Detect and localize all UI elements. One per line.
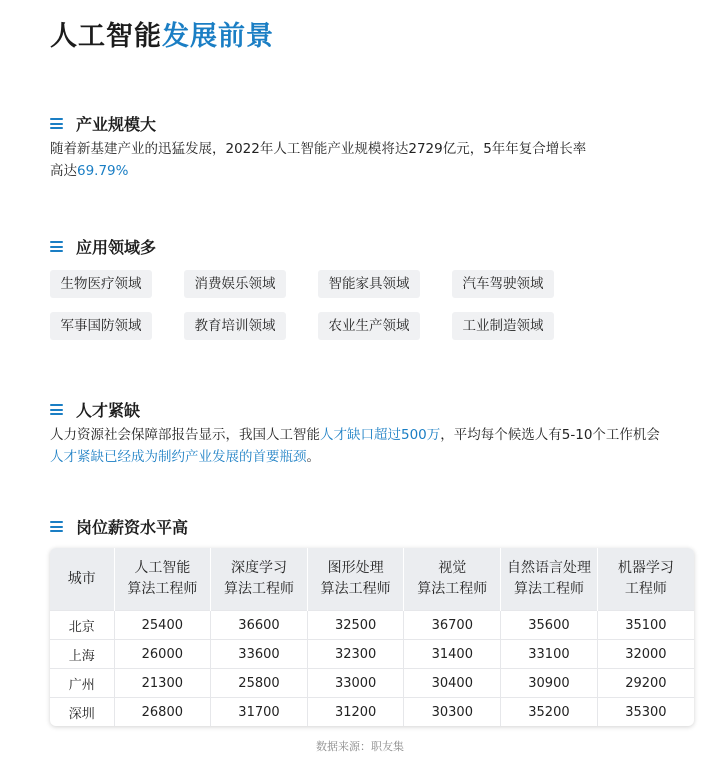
salary-cell: 33100 xyxy=(501,640,598,669)
header-cell: 城市 xyxy=(50,548,114,611)
city-cell: 北京 xyxy=(50,611,114,640)
salary-cell: 32000 xyxy=(597,640,694,669)
salary-cell: 30900 xyxy=(501,669,598,698)
talent-text-cont: ，平均每个候选人有5-10个工作机会 xyxy=(440,427,660,443)
salary-cell: 31400 xyxy=(404,640,501,669)
salary-cell: 35300 xyxy=(597,698,694,727)
salary-cell: 25800 xyxy=(211,669,308,698)
section-heading-fields xyxy=(50,235,156,258)
talent-paragraph xyxy=(50,424,700,468)
talent-text: 人力资源社会保障部报告显示，我国人工智能 xyxy=(50,427,320,443)
salary-cell: 31700 xyxy=(211,698,308,727)
field-tag: 智能家具领域 xyxy=(318,270,420,298)
salary-cell: 32500 xyxy=(307,611,404,640)
salary-cell: 32300 xyxy=(307,640,404,669)
talent-text-end: 。 xyxy=(306,449,320,465)
title-part2: 发展前景 xyxy=(162,21,274,52)
header-cell: 视觉 算法工程师 xyxy=(404,548,501,611)
salary-cell: 25400 xyxy=(114,611,211,640)
table-row xyxy=(50,640,694,669)
field-tag: 农业生产领域 xyxy=(318,312,420,340)
salary-cell: 33000 xyxy=(307,669,404,698)
header-cell: 图形处理 算法工程师 xyxy=(307,548,404,611)
header-cell: 人工智能 算法工程师 xyxy=(114,548,211,611)
section-heading-scale xyxy=(50,112,156,135)
page-title xyxy=(50,14,274,53)
field-tag: 汽车驾驶领域 xyxy=(452,270,554,298)
section-heading-talent xyxy=(50,398,140,421)
header-cell: 自然语言处理 算法工程师 xyxy=(501,548,598,611)
table-row xyxy=(50,669,694,698)
table-header-row xyxy=(50,548,694,611)
talent-highlight: 人才缺口超过500万 xyxy=(320,427,441,443)
field-tag: 消费娱乐领域 xyxy=(184,270,286,298)
field-tags xyxy=(50,270,610,340)
list-icon xyxy=(50,404,63,415)
city-cell: 深圳 xyxy=(50,698,114,727)
section-heading-label: 应用领域多 xyxy=(76,238,157,257)
table-row xyxy=(50,698,694,727)
salary-cell: 33600 xyxy=(211,640,308,669)
field-tag: 工业制造领域 xyxy=(452,312,554,340)
salary-cell: 30400 xyxy=(404,669,501,698)
salary-cell: 26000 xyxy=(114,640,211,669)
salary-cell: 36700 xyxy=(404,611,501,640)
section-heading-label: 产业规模大 xyxy=(76,115,157,134)
salary-cell: 35200 xyxy=(501,698,598,727)
field-tag: 生物医疗领域 xyxy=(50,270,152,298)
salary-cell: 29200 xyxy=(597,669,694,698)
salary-cell: 26800 xyxy=(114,698,211,727)
header-cell: 机器学习 工程师 xyxy=(597,548,694,611)
scale-text: 随着新基建产业的迅猛发展，2022年人工智能产业规模将达2729亿元，5年年复合增长率 xyxy=(50,141,587,157)
scale-highlight: 69.79% xyxy=(77,163,129,179)
field-tag: 军事国防领域 xyxy=(50,312,152,340)
list-icon xyxy=(50,521,63,532)
section-heading-salary xyxy=(50,515,188,538)
list-icon xyxy=(50,241,63,252)
salary-cell: 21300 xyxy=(114,669,211,698)
salary-cell: 35100 xyxy=(597,611,694,640)
talent-highlight-2: 人才紧缺已经成为制约产业发展的首要瓶颈 xyxy=(50,449,307,465)
section-heading-label: 人才紧缺 xyxy=(76,401,141,420)
salary-table xyxy=(50,548,694,726)
scale-paragraph xyxy=(50,138,700,182)
salary-cell: 31200 xyxy=(307,698,404,727)
salary-cell: 35600 xyxy=(501,611,598,640)
salary-cell: 36600 xyxy=(211,611,308,640)
source-note: 数据来源：职友集 xyxy=(316,740,404,753)
field-tag: 教育培训领域 xyxy=(184,312,286,340)
title-part1: 人工智能 xyxy=(50,21,162,52)
city-cell: 上海 xyxy=(50,640,114,669)
section-heading-label: 岗位薪资水平高 xyxy=(76,518,189,537)
city-cell: 广州 xyxy=(50,669,114,698)
header-cell: 深度学习 算法工程师 xyxy=(211,548,308,611)
table-row xyxy=(50,611,694,640)
list-icon xyxy=(50,118,63,129)
salary-cell: 30300 xyxy=(404,698,501,727)
scale-text-tail: 高达 xyxy=(50,163,77,179)
